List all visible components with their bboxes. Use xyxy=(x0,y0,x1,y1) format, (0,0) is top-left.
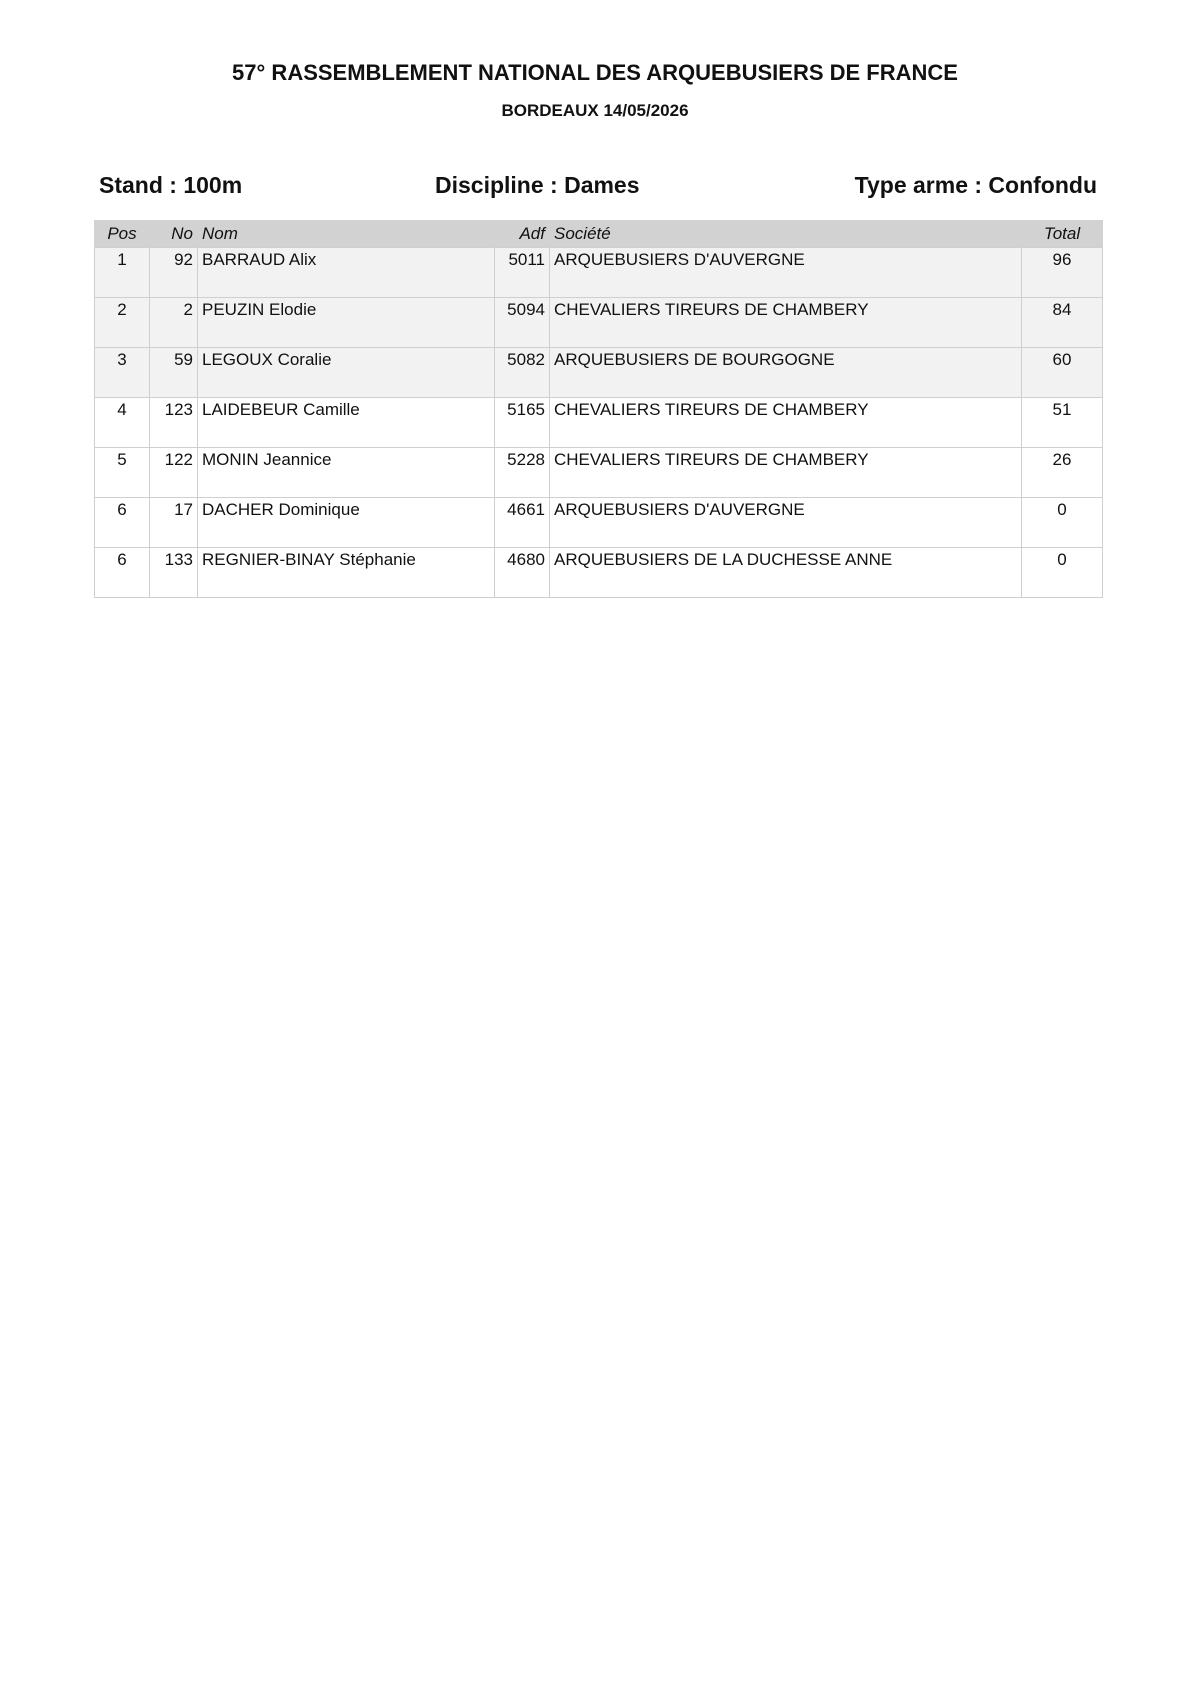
cell-no: 133 xyxy=(150,548,198,598)
weapon-type-label: Type arme : Confondu xyxy=(854,172,1097,198)
cell-no: 123 xyxy=(150,398,198,448)
cell-nom: PEUZIN Elodie xyxy=(198,298,495,348)
cell-total: 84 xyxy=(1022,298,1103,348)
column-header-adf: Adf xyxy=(495,220,550,248)
cell-total: 51 xyxy=(1022,398,1103,448)
column-header-societe: Société xyxy=(550,220,1022,248)
cell-societe: ARQUEBUSIERS DE LA DUCHESSE ANNE xyxy=(550,548,1022,598)
cell-nom: REGNIER-BINAY Stéphanie xyxy=(198,548,495,598)
page-title: 57° RASSEMBLEMENT NATIONAL DES ARQUEBUSIERS DE FRANCE xyxy=(232,60,958,85)
cell-pos: 5 xyxy=(95,448,150,498)
cell-pos: 4 xyxy=(95,398,150,448)
column-header-pos: Pos xyxy=(95,220,150,248)
cell-pos: 6 xyxy=(95,548,150,598)
cell-societe: ARQUEBUSIERS D'AUVERGNE xyxy=(550,248,1022,298)
discipline-label: Discipline : Dames xyxy=(435,172,640,198)
cell-total: 60 xyxy=(1022,348,1103,398)
table-row xyxy=(95,398,1103,448)
cell-adf: 5228 xyxy=(495,448,550,498)
cell-societe: CHEVALIERS TIREURS DE CHAMBERY xyxy=(550,398,1022,448)
table-row xyxy=(95,498,1103,548)
cell-no: 59 xyxy=(150,348,198,398)
table-row xyxy=(95,298,1103,348)
table-row xyxy=(95,248,1103,298)
cell-no: 92 xyxy=(150,248,198,298)
cell-adf: 5082 xyxy=(495,348,550,398)
table-row xyxy=(95,448,1103,498)
column-header-total: Total xyxy=(1022,220,1103,248)
table-row xyxy=(95,548,1103,598)
cell-societe: ARQUEBUSIERS D'AUVERGNE xyxy=(550,498,1022,548)
cell-pos: 3 xyxy=(95,348,150,398)
cell-societe: ARQUEBUSIERS DE BOURGOGNE xyxy=(550,348,1022,398)
cell-nom: DACHER Dominique xyxy=(198,498,495,548)
column-header-nom: Nom xyxy=(198,220,495,248)
table-header-row xyxy=(95,220,1103,248)
cell-adf: 4661 xyxy=(495,498,550,548)
cell-nom: BARRAUD Alix xyxy=(198,248,495,298)
cell-no: 17 xyxy=(150,498,198,548)
cell-total: 0 xyxy=(1022,498,1103,548)
stand-label: Stand : 100m xyxy=(99,172,243,198)
cell-societe: CHEVALIERS TIREURS DE CHAMBERY xyxy=(550,298,1022,348)
cell-adf: 5094 xyxy=(495,298,550,348)
cell-total: 96 xyxy=(1022,248,1103,298)
cell-adf: 5165 xyxy=(495,398,550,448)
cell-pos: 1 xyxy=(95,248,150,298)
page-subtitle: BORDEAUX 14/05/2026 xyxy=(501,101,689,120)
cell-total: 0 xyxy=(1022,548,1103,598)
cell-total: 26 xyxy=(1022,448,1103,498)
cell-nom: LAIDEBEUR Camille xyxy=(198,398,495,448)
cell-societe: CHEVALIERS TIREURS DE CHAMBERY xyxy=(550,448,1022,498)
cell-no: 2 xyxy=(150,298,198,348)
cell-adf: 4680 xyxy=(495,548,550,598)
cell-pos: 6 xyxy=(95,498,150,548)
cell-nom: MONIN Jeannice xyxy=(198,448,495,498)
cell-pos: 2 xyxy=(95,298,150,348)
column-header-no: No xyxy=(150,220,198,248)
table-row xyxy=(95,348,1103,398)
cell-adf: 5011 xyxy=(495,248,550,298)
cell-nom: LEGOUX Coralie xyxy=(198,348,495,398)
cell-no: 122 xyxy=(150,448,198,498)
results-table xyxy=(94,220,1103,598)
